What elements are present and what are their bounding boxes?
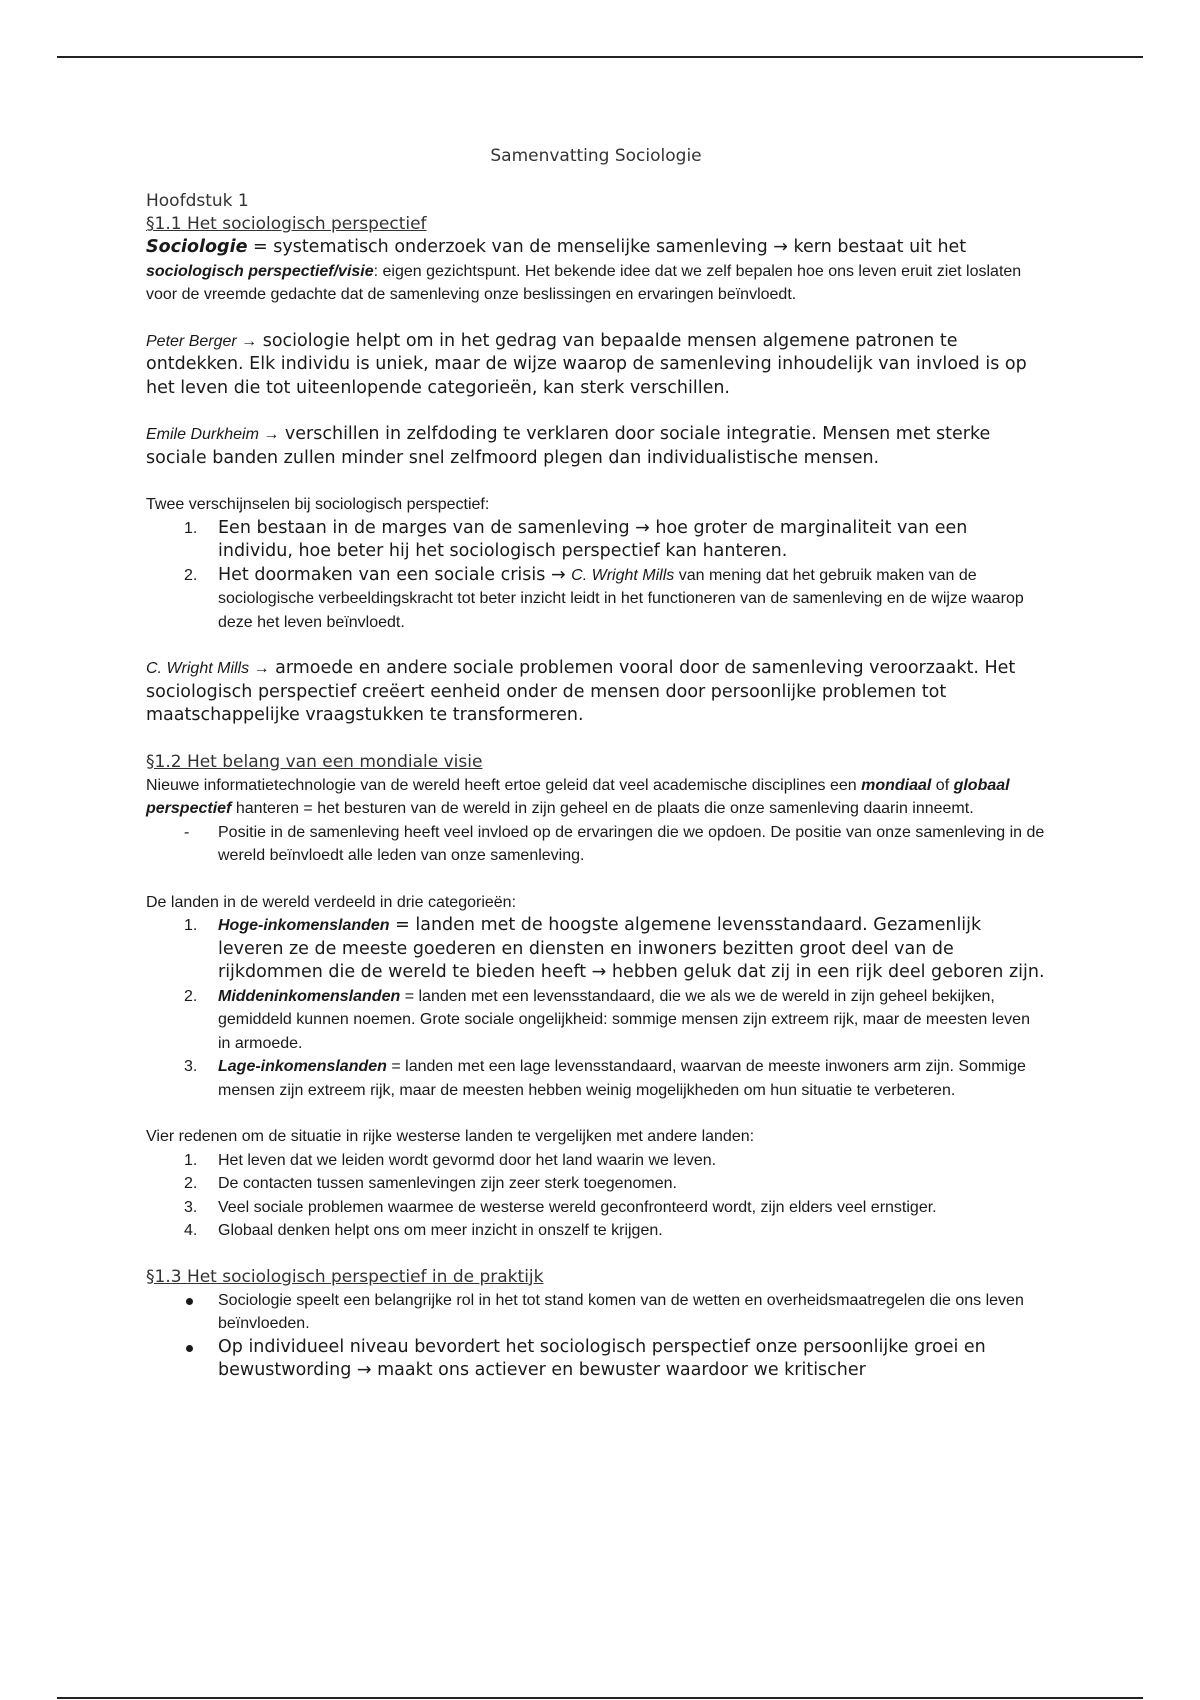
document-page	[146, 146, 1046, 1383]
document-title: Samenvatting Sociologie	[490, 146, 702, 166]
term-globaal-perspectief: globaal perspectief	[146, 776, 1010, 817]
author-durkheim: Emile Durkheim →	[146, 426, 280, 443]
bullet-marker	[186, 1345, 193, 1352]
paragraph-mills: C. Wright Mills → armoede en andere sociale problemen vooral door de samenleving veroorzaakt. Het sociologisch perspectief creëert eenheid onder de mensen door persoonlijke problemen tot maatschappelijke vraagstukken te transformeren.	[146, 658, 1016, 725]
paragraph-global-perspective: Nieuwe informatietechnologie van de wereld heeft ertoe geleid dat veel academische disciplines een mondiaal of globaal perspectief hanteren = het besturen van de wereld in zijn geheel en de plaats die onze samenleving daarin inneemt.	[146, 776, 1010, 817]
section-heading-1-1: §1.1 Het sociologisch perspectief	[146, 214, 427, 234]
term-hoge-inkomenslanden: Hoge-inkomenslanden	[218, 917, 390, 934]
list-item: 4. Globaal denken helpt ons om meer inzicht in onszelf te krijgen.	[184, 1222, 663, 1239]
term-sociologie: Sociologie	[146, 237, 248, 257]
paragraph-definition-sociology: Sociologie = systematisch onderzoek van de menselijke samenleving → kern bestaat uit het sociologisch perspectief/visie: eigen gezichtspunt. Het bekende idee dat we zelf bepalen hoe ons leven eruit ziet loslaten voor de vreemde gedachte dat de samenleving onze beslissingen en ervaringen beïnvloedt.	[146, 237, 1022, 303]
term-lage-inkomenslanden: Lage-inkomenslanden	[218, 1058, 387, 1075]
list-item: 1. Een bestaan in de marges van de samenleving → hoe groter de marginaliteit van een individu, hoe beter hij het sociologisch perspectief kan hanteren.	[184, 517, 968, 561]
list-item: 1. Hoge-inkomenslanden = landen met de hoogste algemene levensstandaard. Gezamenlijk leveren ze de meeste goederen en diensten en inwoners bezitten groot deel van de rijkdommen die de wereld te bieden heeft → hebben geluk dat zij in een rijk deel geboren zijn.	[184, 915, 1045, 982]
paragraph-durkheim: Emile Durkheim → verschillen in zelfdoding te verklaren door sociale integratie. Mensen met sterke sociale banden zullen minder snel zelfmoord plegen dan individualistische mensen.	[146, 424, 991, 468]
list-item: 1. Het leven dat we leiden wordt gevormd door het land waarin we leven.	[184, 1151, 717, 1169]
term-sociologisch-perspectief: sociologisch perspectief/visie	[146, 262, 374, 280]
author-mills-inline: C. Wright Mills	[571, 566, 675, 584]
list-item: 2. Het doormaken van een sociale crisis → C. Wright Mills van mening dat het gebruik maken van de sociologische verbeeldingskracht tot beter inzicht leidt in het functioneren van de samenleving en de wijze waarop deze het leven beïnvloedt.	[184, 564, 1024, 631]
term-middeninkomenslanden: Middeninkomenslanden	[218, 987, 401, 1005]
term-mondiaal: mondiaal	[861, 776, 932, 794]
paragraph-berger: Peter Berger → sociologie helpt om in het gedrag van bepaalde mensen algemene patronen te ontdekken. Elk individu is uniek, maar de wijze waarop de samenleving inhoudelijk van invloed is op het leven die tot uiteenlopende categorieën, kan sterk verschillen.	[146, 330, 1027, 398]
dash-list-item: - Positie in de samenleving heeft veel invloed op de ervaringen die we opdoen. De positie van onze samenleving in de wereld beïnvloedt alle leden van onze samenleving.	[184, 823, 1045, 864]
list-intro-phenomena: Twee verschijnselen bij sociologisch perspectief:	[146, 496, 490, 513]
list-intro-categories: De landen in de wereld verdeeld in drie categorieën:	[146, 893, 517, 911]
list-item: 3. Veel sociale problemen waarmee de westerse wereld geconfronteerd wordt, zijn elders veel ernstiger.	[184, 1198, 937, 1216]
bullet-list-item: Sociologie speelt een belangrijke rol in het tot stand komen van de wetten en overheidsmaatregelen die ons leven beïnvloeden.	[146, 1289, 1046, 1336]
header-rule	[57, 56, 1143, 58]
list-intro-reasons: Vier redenen om de situatie in rijke westerse landen te vergelijken met andere landen:	[146, 1128, 755, 1145]
author-mills: C. Wright Mills →	[146, 660, 270, 677]
list-item: 2. De contacten tussen samenlevingen zijn zeer sterk toegenomen.	[184, 1175, 677, 1192]
list-item: 2. Middeninkomenslanden = landen met een levensstandaard, die we als we de wereld in zijn geheel bekijken, gemiddeld kunnen noemen. Grote sociale ongelijkheid: sommige mensen zijn extreem rijk, maar de meesten leven in armoede.	[184, 987, 1030, 1052]
section-heading-1-3: §1.3 Het sociologisch perspectief in de praktijk	[146, 1266, 544, 1287]
bullet-list-item: Op individueel niveau bevordert het sociologisch perspectief onze persoonlijke groei en bewustwording → maakt ons actiever en bewuster waardoor we kritischer	[146, 1336, 1046, 1383]
list-item: 3. Lage-inkomenslanden = landen met een lage levensstandaard, waarvan de meeste inwoners arm zijn. Sommige mensen zijn extreem rijk, maar de meesten hebben weinig mogelijkheden om hun situatie te verbeteren.	[184, 1058, 1026, 1099]
footer-rule	[57, 1697, 1143, 1699]
chapter-heading: Hoofdstuk 1	[146, 191, 249, 211]
author-berger: Peter Berger →	[146, 332, 258, 350]
section-heading-1-2: §1.2 Het belang van een mondiale visie	[146, 751, 483, 772]
bullet-marker	[186, 1298, 193, 1305]
